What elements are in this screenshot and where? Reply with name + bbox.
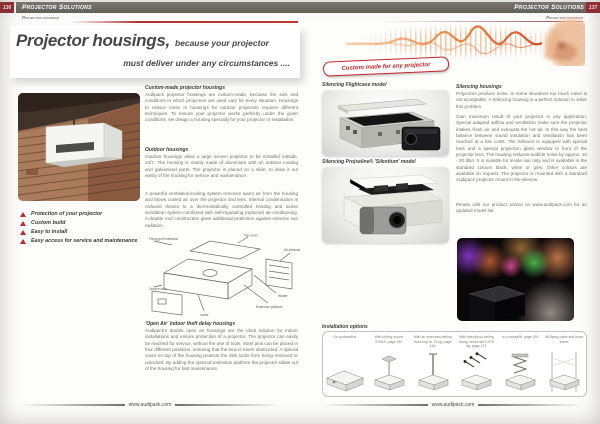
section-body: Outdoor housings allow a large screen projector to be installed outside, 24/7. The housing is mainly made of aluminium with an outdoor coating and galvanised parts. The projector is placed on a slide, to draw it out easily of the housing for service and maintenance.	[145, 154, 298, 178]
event-usage-photo	[457, 238, 574, 321]
install-option-truss	[542, 332, 586, 396]
diagram-label: Top cover	[244, 233, 258, 238]
footer-url: www.audipack.com	[431, 402, 475, 408]
ceiling-mount-icon	[369, 352, 409, 392]
truss-frame-icon	[544, 352, 584, 392]
list-item	[20, 211, 137, 217]
section-heading: Outdoor housings	[145, 147, 189, 153]
bullet-label: Protection of your projector	[31, 211, 103, 217]
bullet-label: Custom build	[31, 220, 66, 226]
list-item	[20, 238, 137, 244]
list-item	[20, 220, 137, 226]
install-option-lift	[498, 332, 542, 396]
silencing-para: Please visit our product wizard on www.audipack.com for an updated model list.	[456, 202, 587, 214]
silentium-photo	[322, 167, 449, 243]
footer-rule	[478, 404, 584, 406]
page-number-left: 136	[0, 2, 14, 13]
diagram-label: Service door	[149, 287, 167, 291]
flightcase-photo	[322, 90, 449, 156]
soundwave-silence-image	[328, 16, 585, 66]
footer-rule	[20, 404, 125, 406]
silencing-heading: Silencing housings	[456, 84, 502, 90]
outdoor-housing-photo	[18, 93, 140, 201]
install-caption: With ceiling mount 970SA, page 142	[374, 335, 404, 344]
model-heading-flightcase: Silencing Flightcase model	[322, 82, 387, 88]
install-options-box	[322, 331, 587, 397]
screws-icon	[456, 352, 496, 392]
brick-wall-illustration	[18, 93, 140, 201]
diagram-label: Extension platform	[256, 305, 283, 309]
footer-left	[20, 402, 280, 408]
diagram-label: Heater	[278, 294, 288, 298]
install-caption: With fixed/pivot ceiling swing mount set 0-575 kg, page 147	[458, 335, 494, 349]
section-heading: Custom-made projector housings	[145, 85, 226, 91]
page-title-main: Projector housings,	[16, 31, 170, 50]
feature-bullets	[20, 211, 137, 244]
install-caption: With an extended ceiling mount up to 74 kg, page 144	[413, 335, 452, 349]
page-title	[16, 31, 269, 51]
bullet-label: Easy access for service and maintenance	[31, 238, 138, 244]
header-subtitle-right: Projector housings	[546, 15, 583, 20]
silencing-para: Gain maximum result of your projector in any application. Special adapted airflow and ventilation make sure the projector intakes fresh air and exhausts the hot air. In this way the best balance between sound insulation and ventilation has been reached at a low costs. The Silencer is equipped with special fans and a special projection glass window in front of the projector lens. The housing reduces audible noise by approx. 10 - 20 dBA. It is suitable for inside use only and is available in the standard colours black, white or grey. Other colours are available on request. The projector is mounted with a standard Audipack projector mount in the silencer.	[456, 114, 587, 183]
bullet-label: Easy to install	[31, 229, 68, 235]
section-body: Audipack's double open air housings are the ideal solution for indoor installations and ensure protection of a projector. The projector can easily be reached for service, without the use of tools. Steel pins can be placed in four different positions, ensuring that the lens is never obstructed. A special cover on top of the housing protects the dish locks from being removed or unlocked. By adding the optional extension platform the projector slides out of the housing for fast maintenance.	[145, 328, 298, 371]
diagram-label: Air exhaust	[284, 248, 300, 252]
install-option-ceiling-mount	[367, 332, 411, 396]
list-item	[20, 229, 137, 235]
triangle-bullet-icon	[20, 212, 26, 217]
silencing-para: Projectors produce noise. In some situations too much noise is not acceptable. A Silencing housing is a perfect solution to solve this problem.	[456, 91, 587, 109]
lift-icon	[500, 352, 540, 392]
housing-exploded-diagram	[148, 233, 300, 319]
header-subtitle-left: Projector housings	[22, 15, 59, 20]
header-title-left: Projector Solutions	[22, 4, 92, 11]
diagram-label: Fixing grid extension	[149, 237, 179, 241]
install-caption: On surface/bar	[333, 335, 357, 339]
custom-made-badge: Custom made for any projector	[323, 56, 450, 76]
footer-rule	[322, 404, 428, 406]
install-options-heading: Installation options	[322, 324, 368, 330]
install-caption: In a string/lift, page 150	[502, 335, 539, 339]
triangle-bullet-icon	[20, 221, 26, 226]
triangle-bullet-icon	[20, 239, 26, 244]
install-option-surface	[323, 332, 367, 396]
install-option-extended-mount	[411, 332, 455, 396]
footer-url: www.audipack.com	[128, 402, 172, 408]
install-caption: All flying cable and truss frame	[545, 335, 583, 344]
diagram-label: Locks	[200, 313, 209, 317]
model-heading-silentium: Silencing Projseline® 'Silentium' model	[322, 159, 416, 165]
footer-right	[322, 402, 584, 408]
footer-rule	[175, 404, 280, 406]
section-heading: 'Open Air' indoor theft delay housings	[145, 321, 236, 327]
page-subtitle: must deliver under any circumstances ....	[123, 58, 290, 68]
header-title-right: Projector Solutions	[514, 4, 584, 11]
surface-mount-icon	[325, 352, 365, 392]
section-body: Audipack projector housings are custom-made, because the size and conditions in which projectors are used vary for every situation. Housings to reduce noise or housings for outdoor projection requires different techniques. To ensure your projector works perfectly under the given conditions, we design a housing specially for your projector or installation.	[145, 92, 298, 123]
header-bar-right	[303, 2, 590, 13]
section-body: A powerful ventilation/cooling system removes warm air from the housing and blows cooled air over the projector and lens. Internal condensation is reduced thanks to a thermostatically controlled heating and active ventilation system combined with self-regulating (optional) air-conditioning. A double roof construction gives additional protection against extreme sun radiation.	[145, 191, 298, 228]
page-number-right: 137	[586, 2, 600, 13]
triangle-bullet-icon	[20, 230, 26, 235]
extended-pole-icon	[413, 352, 453, 392]
page-title-tagline: because your projector	[174, 38, 269, 48]
header-bar-left	[16, 2, 304, 13]
red-rule	[70, 21, 298, 23]
install-option-pivot-mount	[454, 332, 498, 396]
